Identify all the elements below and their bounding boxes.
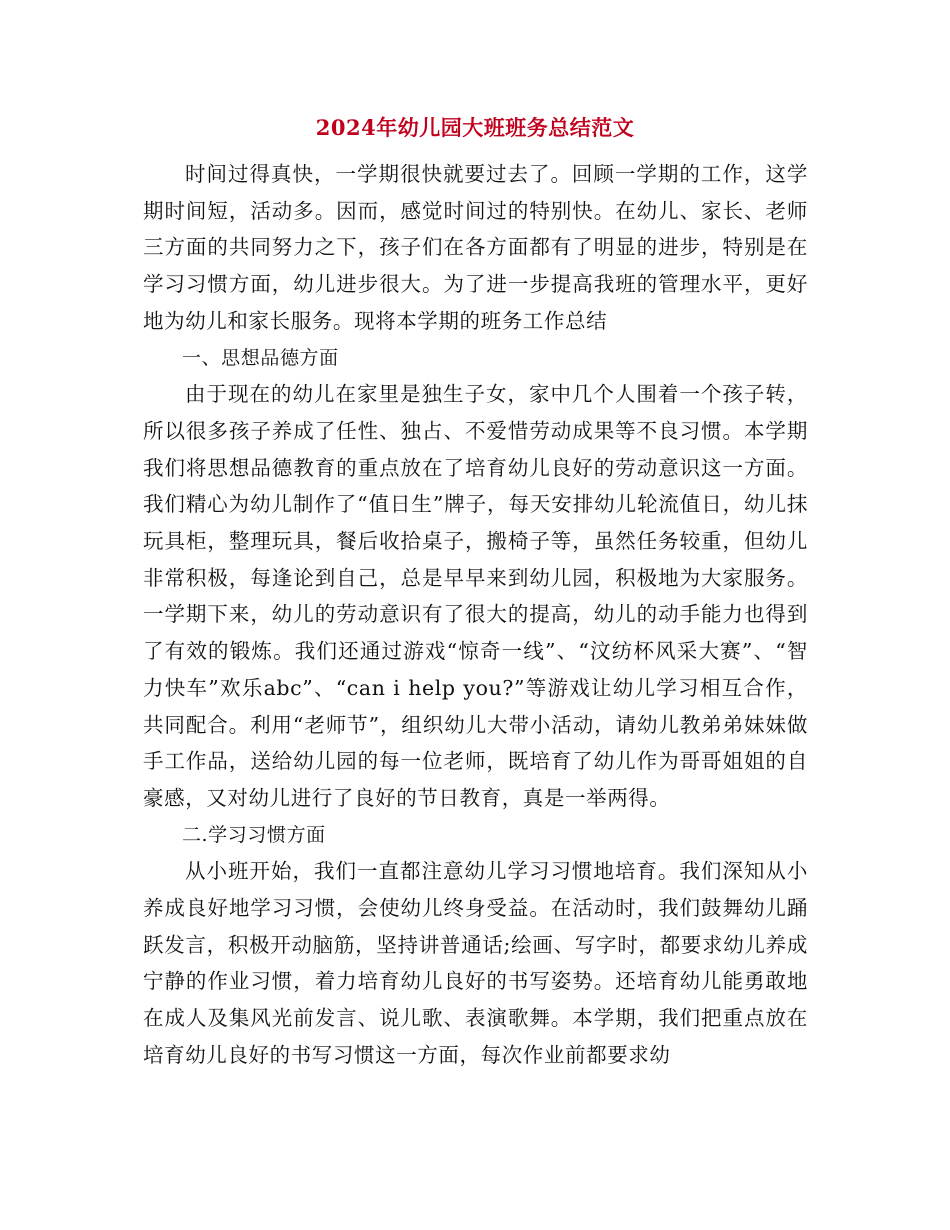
- paragraph-intro: 时间过得真快，一学期很快就要过去了。回顾一学期的工作，这学期时间短，活动多。因而，感觉时间过的特别快。在幼儿、家长、老师三方面的共同努力之下，孩子们在各方面都有了明显的进步，特别是在学习习惯方面，幼儿进步很大。为了进一步提高我班的管理水平，更好地为幼儿和家长服务。现将本学期的班务工作总结: [143, 162, 808, 333]
- section-heading-moral: 一、思想品德方面: [181, 346, 339, 369]
- document-body: [143, 156, 808, 1074]
- paragraph-study-habits: 从小班开始，我们一直都注意幼儿学习习惯地培育。我们深知从小养成良好地学习习惯，会使幼儿终身受益。在活动时，我们鼓舞幼儿踊跃发言，积极开动脑筋，坚持讲普通话;绘画、写字时，都要求幼儿养成宁静的作业习惯，着力培育幼儿良好的书写姿势。还培育幼儿能勇敢地在成人及集风光前发言、说儿歌、表演歌舞。本学期，我们把重点放在培育幼儿良好的书写习惯这一方面，每次作业前都要求幼: [143, 859, 808, 1067]
- document-title: 2024年幼儿园大班班务总结范文: [315, 115, 635, 140]
- paragraph-moral: 由于现在的幼儿在家里是独生子女，家中几个人围着一个孩子转，所以很多孩子养成了任性、独占、不爱惜劳动成果等不良习惯。本学期我们将思想品德教育的重点放在了培育幼儿良好的劳动意识这一方面。我们精心为幼儿制作了“值日生”牌子，每天安排幼儿轮流值日，幼儿抹玩具柜，整理玩具，餐后收拾桌子，搬椅子等，虽然任务较重，但幼儿非常积极，每逢论到自己，总是早早来到幼儿园，积极地为大家服务。一学期下来，幼儿的劳动意识有了很大的提高，幼儿的动手能力也得到了有效的锻炼。我们还通过游戏“惊奇一线”、“汶纺杯风采大赛”、“智力快车”欢乐abc”、“can i help you?”等游戏让幼儿学习相互合作，共同配合。利用“老师节”，组织幼儿大带小活动，请幼儿教弟弟妹妹做手工作品，送给幼儿园的每一位老师，既培育了幼儿作为哥哥姐姐的自豪感，又对幼儿进行了良好的节日教育，真是一举两得。: [143, 382, 808, 810]
- section-heading-study-habits: 二.学习习惯方面: [181, 823, 326, 846]
